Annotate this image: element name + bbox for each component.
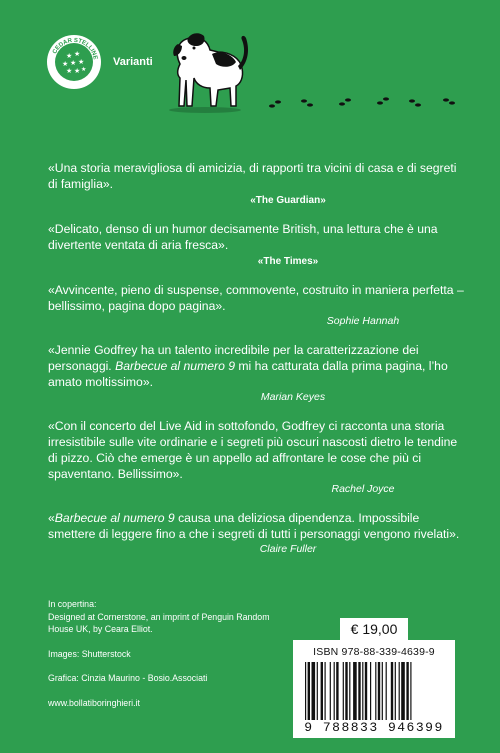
quote-rachel-joyce — [48, 418, 468, 495]
credits — [48, 598, 278, 709]
quote-guardian — [48, 160, 468, 206]
quote-times — [48, 221, 468, 267]
isbn: ISBN 978-88-339-4639-9 — [313, 646, 435, 658]
quote-source: Sophie Hannah — [326, 315, 400, 327]
barcode-bars-icon — [305, 662, 445, 720]
book-title: Barbecue al numero 9 — [54, 511, 175, 525]
svg-text:★: ★ — [78, 58, 85, 66]
quote-text-part: mi ha catturata dalla prima pagina, l’ho amato moltissimo». — [48, 359, 448, 389]
series-name: Varianti — [113, 56, 153, 68]
quote-source: «The Guardian» — [250, 195, 326, 206]
quote-source: «The Times» — [257, 256, 319, 267]
dog-illustration-icon — [160, 22, 250, 114]
quote-text: «Con il concerto del Live Aid in sottofondo, Godfrey ci racconta una storia irresistibile sulle vite ordinarie e i segreti più oscuri nascosti dietro le tendine di pizzo. Ciò che emerge è un appello ad affrontare le cose che più ci spaventano. Bellissimo». — [48, 419, 458, 481]
cover-credit: Designed at Cornerstone, an imprint of Penguin Random House UK, by Ceara Elliot. — [48, 611, 270, 634]
graphics-credit: Grafica: Cinzia Maurino - Bosio.Associati — [48, 673, 208, 683]
quote-source: Marian Keyes — [260, 391, 326, 403]
svg-text:★: ★ — [66, 67, 73, 75]
quote-marian-keyes — [48, 342, 468, 403]
quote-text — [48, 342, 468, 390]
svg-text:★: ★ — [70, 59, 77, 67]
svg-text:★: ★ — [81, 66, 87, 73]
quote-text: «Una storia meravigliosa di amicizia, di rapporti tra vicini di casa e di segreti di famiglia». — [48, 161, 457, 191]
price-label: € 19,00 — [340, 618, 408, 640]
quote-text-part: «Jennie Godfrey ha un talento incredibile per la caratterizzazione dei personaggi. — [48, 343, 419, 373]
svg-text:★: ★ — [66, 52, 73, 60]
barcode-number: 9 788833 946399 — [304, 720, 444, 735]
seal-text: CEDAR STELLINE — [51, 37, 98, 61]
quote-text: «Avvincente, pieno di suspense, commovente, costruito in maniera perfetta – bellissimo, pagina dopo pagina». — [48, 283, 464, 313]
publisher-seal-icon — [46, 34, 102, 90]
quote-text — [48, 510, 468, 542]
svg-text:★: ★ — [74, 50, 81, 58]
quote-claire-fuller — [48, 510, 468, 555]
svg-text:★: ★ — [74, 67, 81, 75]
quote-text-part: « — [48, 511, 55, 525]
paw-prints-icon — [262, 92, 462, 112]
review-quotes — [48, 160, 468, 570]
quote-sophie-hannah — [48, 282, 468, 327]
header — [0, 0, 500, 130]
quote-source: Claire Fuller — [259, 543, 317, 555]
images-credit: Images: Shutterstock — [48, 648, 131, 659]
book-title: Barbecue al numero 9 — [115, 359, 236, 373]
barcode — [293, 640, 455, 738]
quote-text-part: causa una deliziosa dipendenza. Impossibile smettere di leggere fino a che i segreti di tutti i personaggi vengono rivelati». — [48, 511, 460, 541]
cover-label: In copertina: — [48, 599, 97, 609]
quote-text: «Delicato, denso di un humor decisamente British, una lettura che è una divertente ventata di aria fresca». — [48, 222, 438, 252]
svg-text:★: ★ — [62, 60, 69, 68]
quote-source: Rachel Joyce — [331, 483, 395, 495]
website: www.bollatiboringhieri.it — [48, 697, 140, 708]
